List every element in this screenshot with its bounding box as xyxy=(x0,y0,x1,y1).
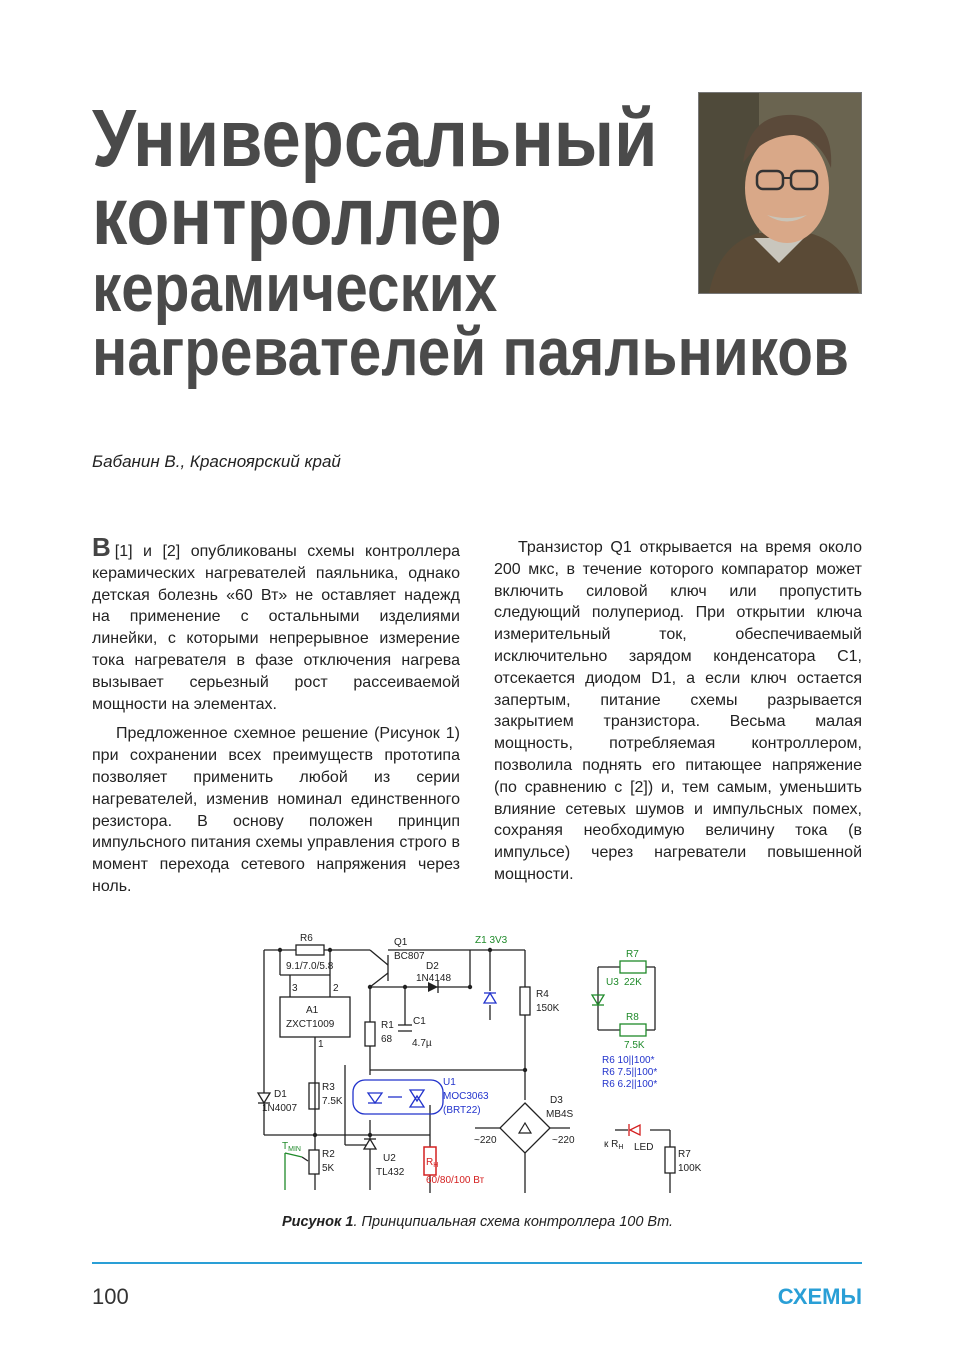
author-photo xyxy=(698,92,862,294)
paragraph-text: [1] и [2] опубликованы схемы контроллера керамических нагревателей паяльника, однако детская болезнь «60 Вт» не оставляет надежд на применение с остальными изделиями линейки, с которыми непрерывное измерение тока нагревателя в фазе отключения нагрева вызывает серьезный рост рассеиваемой мощности на элементах. xyxy=(92,543,460,713)
label-table-row-2: R6 7.5||100* xyxy=(602,1067,658,1078)
label-d3-value: MB4S xyxy=(546,1109,574,1120)
label-u2: U2 xyxy=(383,1153,396,1164)
circuit-schematic xyxy=(240,925,720,1205)
label-r6-value: 9.1/7.0/5.8 xyxy=(286,961,334,972)
caption-label: Рисунок 1 xyxy=(281,1214,354,1230)
title-line-3: керамических xyxy=(92,250,498,326)
label-tmin: $T_{MIN}$ xyxy=(282,1141,301,1153)
label-table-row-1: R6 10||100* xyxy=(602,1055,655,1066)
label-u1-value: MOC3063 xyxy=(443,1091,489,1102)
label-d1-value: 1N4007 xyxy=(262,1103,298,1114)
label-r7-bottom: R7 xyxy=(678,1149,691,1160)
label-rn: $R_Н$ xyxy=(426,1157,439,1169)
label-u1: U1 xyxy=(443,1077,456,1088)
label-c1-value: 4.7µ xyxy=(412,1038,432,1049)
label-r3-value: 7.5K xyxy=(322,1096,343,1107)
text-column-left xyxy=(92,532,460,906)
paragraph: Транзистор Q1 открывается на время около 200 мкс, в течение которого компаратор может включить силовой ключ или пропустить следующий полупериод. При открытии ключа измерительный ток, обеспечиваемый исключительно зарядом конденсатора C1, отсекается диодом D1, а если ключ остается запертым, питание схемы разрывается закрытием транзистора. Весьма малая мощность, потребляемая контроллером, позволила поднять его питающее напряжение (по сравнению с [2]) и, тем самым, уменьшить влияние сетевых шумов и импульсных помех, сохраняя необходимую величину тока (в импульсе) через нагреватели повышенной мощности. xyxy=(494,539,862,883)
label-d3: D3 xyxy=(550,1095,563,1106)
drop-cap: В xyxy=(92,532,111,562)
title-line-4: нагревателей паяльников xyxy=(92,314,849,390)
label-r4-value: 150K xyxy=(536,1003,560,1014)
label-r8: R8 xyxy=(626,1012,639,1023)
label-d2: D2 xyxy=(426,961,439,972)
label-r1-value: 68 xyxy=(381,1034,393,1045)
label-ac-left: ~220 xyxy=(474,1135,497,1146)
label-c1: C1 xyxy=(413,1016,426,1027)
label-table-row-3: R6 6.2||100* xyxy=(602,1079,658,1090)
label-r2: R2 xyxy=(322,1149,335,1160)
label-r7-bottom-value: 100K xyxy=(678,1163,702,1174)
label-r7-value: 22K xyxy=(624,977,642,988)
label-r7: R7 xyxy=(626,949,639,960)
label-a1: A1 xyxy=(306,1005,319,1016)
label-pin3: 3 xyxy=(292,983,298,994)
label-r6: R6 xyxy=(300,933,313,944)
label-q1-value: BC807 xyxy=(394,951,425,962)
label-ac-right: ~220 xyxy=(552,1135,575,1146)
title-line-1: Универсальный xyxy=(92,93,658,184)
paragraph xyxy=(92,532,460,715)
author-byline: Бабанин В., Красноярский край xyxy=(92,452,341,471)
label-rn-value: 60/80/100 Вт xyxy=(426,1175,485,1186)
label-d2-value: 1N4148 xyxy=(416,973,452,984)
caption-text: . Принципиальная схема контроллера 100 Вт. xyxy=(353,1214,674,1230)
label-r8-value: 7.5K xyxy=(624,1040,645,1051)
label-q1: Q1 xyxy=(394,937,408,948)
label-a1-value: ZXCT1009 xyxy=(286,1019,335,1030)
label-r2-value: 5K xyxy=(322,1163,335,1174)
label-r4: R4 xyxy=(536,989,549,1000)
label-z1: Z1 3V3 xyxy=(475,935,508,946)
label-u1-alt: (BRT22) xyxy=(443,1105,481,1116)
label-d1: D1 xyxy=(274,1089,287,1100)
text-column-right xyxy=(494,537,862,894)
label-led: LED xyxy=(634,1142,654,1153)
page-number: 100 xyxy=(92,1284,129,1309)
title-line-2: контроллер xyxy=(92,171,502,262)
paragraph: Предложенное схемное решение (Рисунок 1) при сохранении всех преимуществ прототипа позволяет применить любой из серии нагревателей, изменив номинал единственного резистора. В основу положен принцип импульсного питания схемы управления строго в момент перехода сетевого напряжения через ноль. xyxy=(92,725,460,895)
label-u3: U3 xyxy=(606,977,619,988)
label-u2-value: TL432 xyxy=(376,1167,405,1178)
label-r1: R1 xyxy=(381,1020,394,1031)
label-pin1: 1 xyxy=(318,1039,324,1050)
footer-divider xyxy=(92,1262,862,1264)
figure-caption xyxy=(0,1214,955,1230)
label-k-rn: к $R_Н$ xyxy=(604,1139,624,1151)
section-name: СХЕМЫ xyxy=(777,1284,862,1309)
label-pin2: 2 xyxy=(333,983,339,994)
label-r3: R3 xyxy=(322,1082,335,1093)
